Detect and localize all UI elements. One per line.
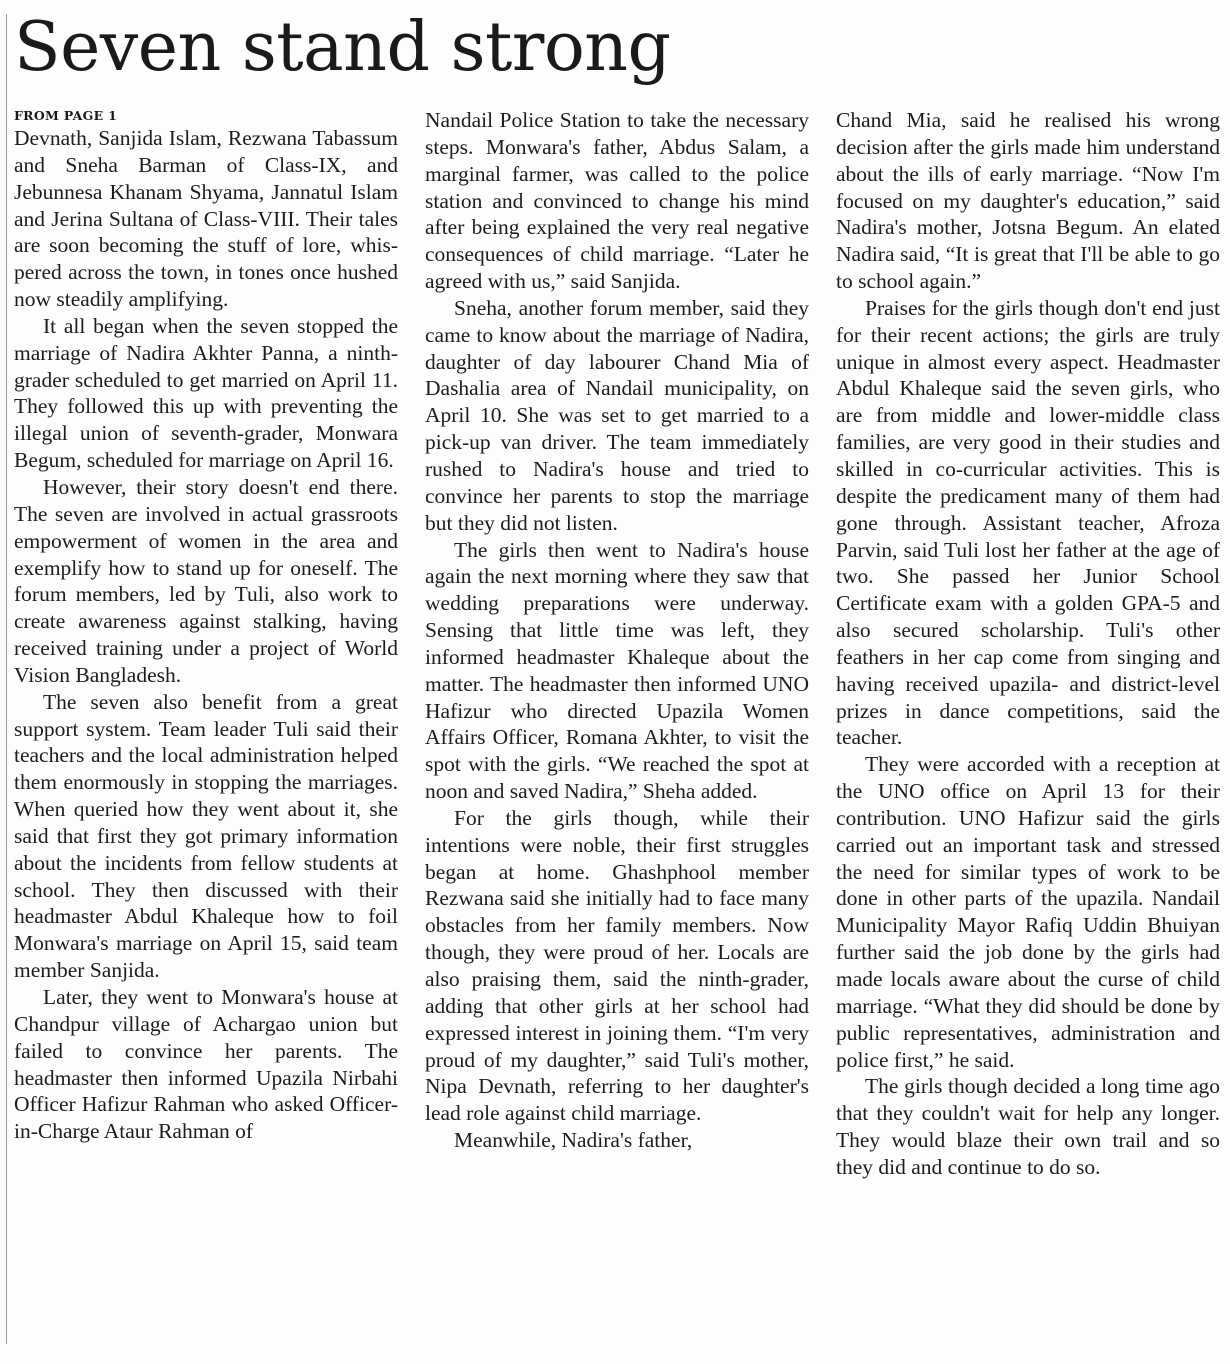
article-column-1 [14, 107, 398, 1355]
paragraph: The girls though decided a long time ago that they couldn't wait for help any longer. They would blaze their own trail and so they did and continue to do so. [836, 1074, 1220, 1179]
paragraph: Sneha, another forum member, said they came to know about the marriage of Nadira, daughter of day labourer Chand Mia of Dashalia area of Nandail municipality, on April 10. She was set to get married to a pick-up van driver. The team immediately rushed to Nadira's house and tried to convince her parents to stop the marriage but they did not listen. [425, 295, 809, 535]
paragraph: Praises for the girls though don't end just for their recent actions; the girls are truly unique in almost every aspect. Headmaster Abdul Khaleque said the seven girls, who are from middle and lower-middle class families, are very good in their studies and skilled in co-curricular activities. This is despite the predicament many of them had gone through. Assistant teacher, Afroza Parvin, said Tuli lost her father at the age of two. She passed her Junior School Certificate exam with a golden GPA-5 and also secured scholarship. Tuli's other feathers in her cap come from singing and having received upazila- and district-level prizes in dance competitions, said the teacher. [836, 295, 1220, 750]
paragraph: Later, they went to Monwara's house at Chandpur village of Achargao union but failed to convince her parents. The headmaster then informed Upazila Nirbahi Officer Hafizur Rahman who asked Officer-in-Charge Ataur Rahman of [14, 985, 398, 1144]
paragraph: Devnath, Sanjida Islam, Rezwana Tabassum and Sneha Barman of Class-IX, and Jebunnesa Khanam Shyama, Jannatul Islam and Jerina Sultana of Class-VIII. Their tales are soon becoming the stuff of lore, whispered across the town, in tones once hushed now steadily amplifying. [14, 126, 398, 312]
column-rule [6, 14, 7, 1344]
paragraph: However, their story doesn't end there. The seven are involved in actual grassroots empowerment of women in the area and exemplify how to stand up for oneself. The forum members, led by Tuli, also work to create awareness against stalking, having received training under a project of World Vision Bangladesh. [14, 474, 398, 687]
paragraph: Chand Mia, said he realised his wrong decision after the girls made him understand about the ills of early marriage. “Now I'm focused on my daughter's education,” said Nadira's mother, Jotsna Begum. An elated Nadira said, “It is great that I'll be able to go to school again.” [836, 108, 1220, 294]
paragraph: Nandail Police Station to take the necessary steps. Monwara's father, Abdus Salam, a marginal farmer, was called to the police station and convinced to change his mind after being explained the very real negative consequences of child marriage. “Later he agreed with us,” said Sanjida. [425, 108, 809, 294]
paragraph: Meanwhile, Nadira's father, [454, 1128, 693, 1153]
headline: Seven stand strong [14, 8, 671, 87]
paragraph: The girls then went to Nadira's house again the next morning where they saw that wedding preparations were underway. Sensing that little time was left, they informed headmaster Khaleque about the matter. The headmaster then informed UNO Hafizur who directed Upazila Women Affairs Officer, Romana Akhter, to visit the spot with the girls. “We reached the spot at noon and saved Nadira,” Sheha added. [425, 537, 809, 804]
paragraph: For the girls though, while their intentions were noble, their first struggles began at home. Ghashphool member Rezwana said she initially had to face many obstacles from her family members. Now though, they were proud of her. Locals are also praising them, said the ninth-grader, adding that other girls at her school had expressed interest in joining them. “I'm very proud of my daughter,” said Tuli's mother, Nipa Devnath, referring to her daughter's lead role against child marriage. [425, 805, 809, 1126]
paragraph: It all began when the seven stopped the marriage of Nadira Akhter Panna, a ninth-grader scheduled to get married on April 11. They followed this up with preventing the illegal union of seventh-grader, Monwara Begum, scheduled for marriage on April 16. [14, 313, 398, 473]
jump-line: FROM PAGE 1 [14, 108, 118, 123]
paragraph: The seven also benefit from a great support system. Team leader Tuli said their teachers and the local administration helped them enormously in stopping the marriages. When queried how they went about it, she said that first they got primary information about the incidents from fellow students at school. They then discussed with their headmaster Abdul Khaleque how to foil Monwara's marriage on April 15, said team member Sanjida. [14, 689, 398, 983]
article-column-2 [425, 107, 809, 1355]
article-column-3 [836, 107, 1220, 1355]
paragraph: They were accorded with a reception at the UNO office on April 13 for their contribution. UNO Hafizur said the girls carried out an important task and stressed the need for similar types of work to be done in other parts of the upazila. Nandail Municipality Mayor Rafiq Uddin Bhuiyan further said the job done by the girls had made locals aware about the curse of child marriage. “What they did should be done by public representatives, administration and police first,” he said. [836, 752, 1220, 1072]
